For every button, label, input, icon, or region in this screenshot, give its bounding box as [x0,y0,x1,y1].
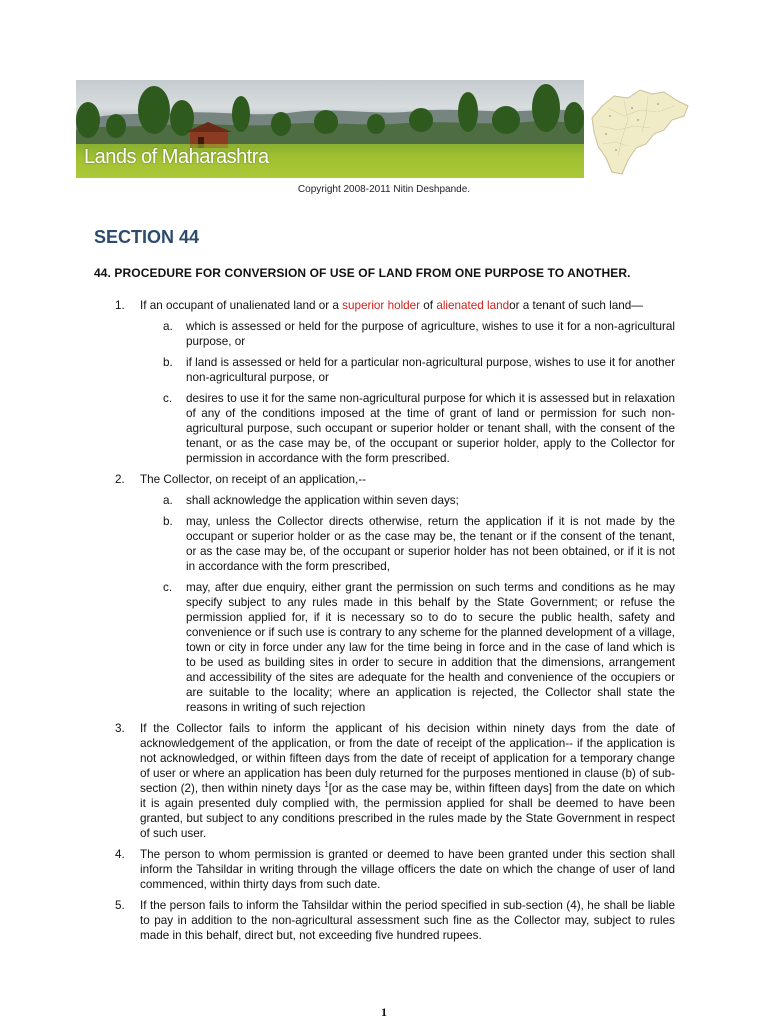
clause-number: 3. [115,722,125,735]
clause-text: or a tenant of such land— [509,299,643,312]
clause-text: If an occupant of unalienated land or a [140,299,343,312]
clause-text: If the person fails to inform the Tahsildar within the period specified in sub-section (4), he shall be liable to pay in addition to the non-agricultural assessment such fine as the Collector may, subject to rules made in this behalf, direct but, not exceeding five hundred rupees. [140,899,675,942]
subclause-1c [140,391,675,466]
copyright-notice: Copyright 2008-2011 Nitin Deshpande. [297,184,471,195]
clause-5 [115,898,675,943]
subclause-label: a. [163,320,173,333]
clause-number: 5. [115,899,125,912]
section-body [115,298,675,949]
subclause-2c [140,580,675,715]
subclause-2b [140,514,675,574]
clause-number: 2. [115,473,125,486]
clause-2 [115,472,675,715]
clause-text: [or as the case may be, within fifteen days] from the date on which it is again presented duly complied with, the permission applied for shall be deemed to have been granted, but subject to any conditions prescribed in the rules made by the State Government in respect of such user. [140,782,675,840]
subclause-label: c. [163,392,173,405]
subclause-label: b. [163,515,173,528]
alienated-land-link[interactable]: alienated land [436,299,510,312]
subclause-label: b. [163,356,173,369]
superior-holder-link[interactable]: superior holder [342,299,421,312]
clause-3 [115,721,675,841]
clause-text: of [420,299,437,312]
subclause-text: which is assessed or held for the purpose of agriculture, wishes to use it for a non-agricultural purpose, or [186,320,675,348]
clause-1 [115,298,675,466]
subclause-2a [140,493,675,508]
subclause-label: a. [163,494,173,507]
subclause-text: may, after due enquiry, either grant the permission on such terms and conditions as he may specify subject to any rules made in this behalf by the State Government; or refuse the permission applied for, if it is necessary so to do to secure the public health, safety and convenience or if such use is contrary to any scheme for the planned development of a village, town or city in force under any law for the time being in force and in the case of land which is to be used as building sites in order to secure in addition that the dimensions, arrangement and accessibility of the sites are adequate for the health and convenience of the occupiers or are suitable to the locality; where an application is rejected, the Collector shall state the reasons in writing of such rejection [186,581,675,714]
subclause-text: if land is assessed or held for a particular non-agricultural purpose, wishes to use it for another non-agricultural purpose, or [186,356,675,384]
clause-text: The Collector, on receipt of an application,-- [140,473,367,486]
page-number: 1 [381,1005,387,1019]
maharashtra-map-icon [588,86,692,178]
header-banner [76,80,584,178]
subclause-1a [140,319,675,349]
clause-text: The person to whom permission is granted or deemed to have been granted under this section shall inform the Tahsildar in writing through the village officers the date on which the change of user of land commenced, within thirty days from such date. [140,848,675,891]
subclause-1b [140,355,675,385]
clause-number: 1. [115,299,125,312]
subclause-label: c. [163,581,173,594]
subclause-text: desires to use it for the same non-agricultural purpose for which it is assessed but in relaxation of any of the conditions imposed at the time of grant of land or permission for such non-agricultural purpose, such occupant or superior holder or tenant shall, with the consent of the tenant, or as the case may be, of the occupant or superior holder, apply to the Collector for permission in accordance with the form prescribed. [186,392,675,465]
footnote-marker: 1 [324,780,329,790]
clause-number: 4. [115,848,125,861]
clause-4 [115,847,675,892]
subclause-text: shall acknowledge the application within seven days; [186,494,459,507]
section-title: 44. PROCEDURE FOR CONVERSION OF USE OF LAND FROM ONE PURPOSE TO ANOTHER. [94,266,631,280]
subclause-text: may, unless the Collector directs otherwise, return the application if it is not made by the occupant or superior holder or as the case may be, the tenant or if the consent of the tenant, or as the case may be, of the occupant or superior holder has not been obtained, or if it is not in accordance with the form prescribed, [186,515,675,573]
clause-text: If the Collector fails to inform the applicant of his decision within ninety days from the date of acknowledgement of the application, or from the date of receipt of the application-- if the application is not acknowledged, or within fifteen days from the date of receipt of application for a temporary change of user or where an application has been duly returned for the purposes mentioned in clause (b) of sub-section (2), then within ninety days [140,722,675,795]
section-heading: SECTION 44 [94,227,200,247]
banner-title: Lands of Maharashtra [84,146,269,168]
